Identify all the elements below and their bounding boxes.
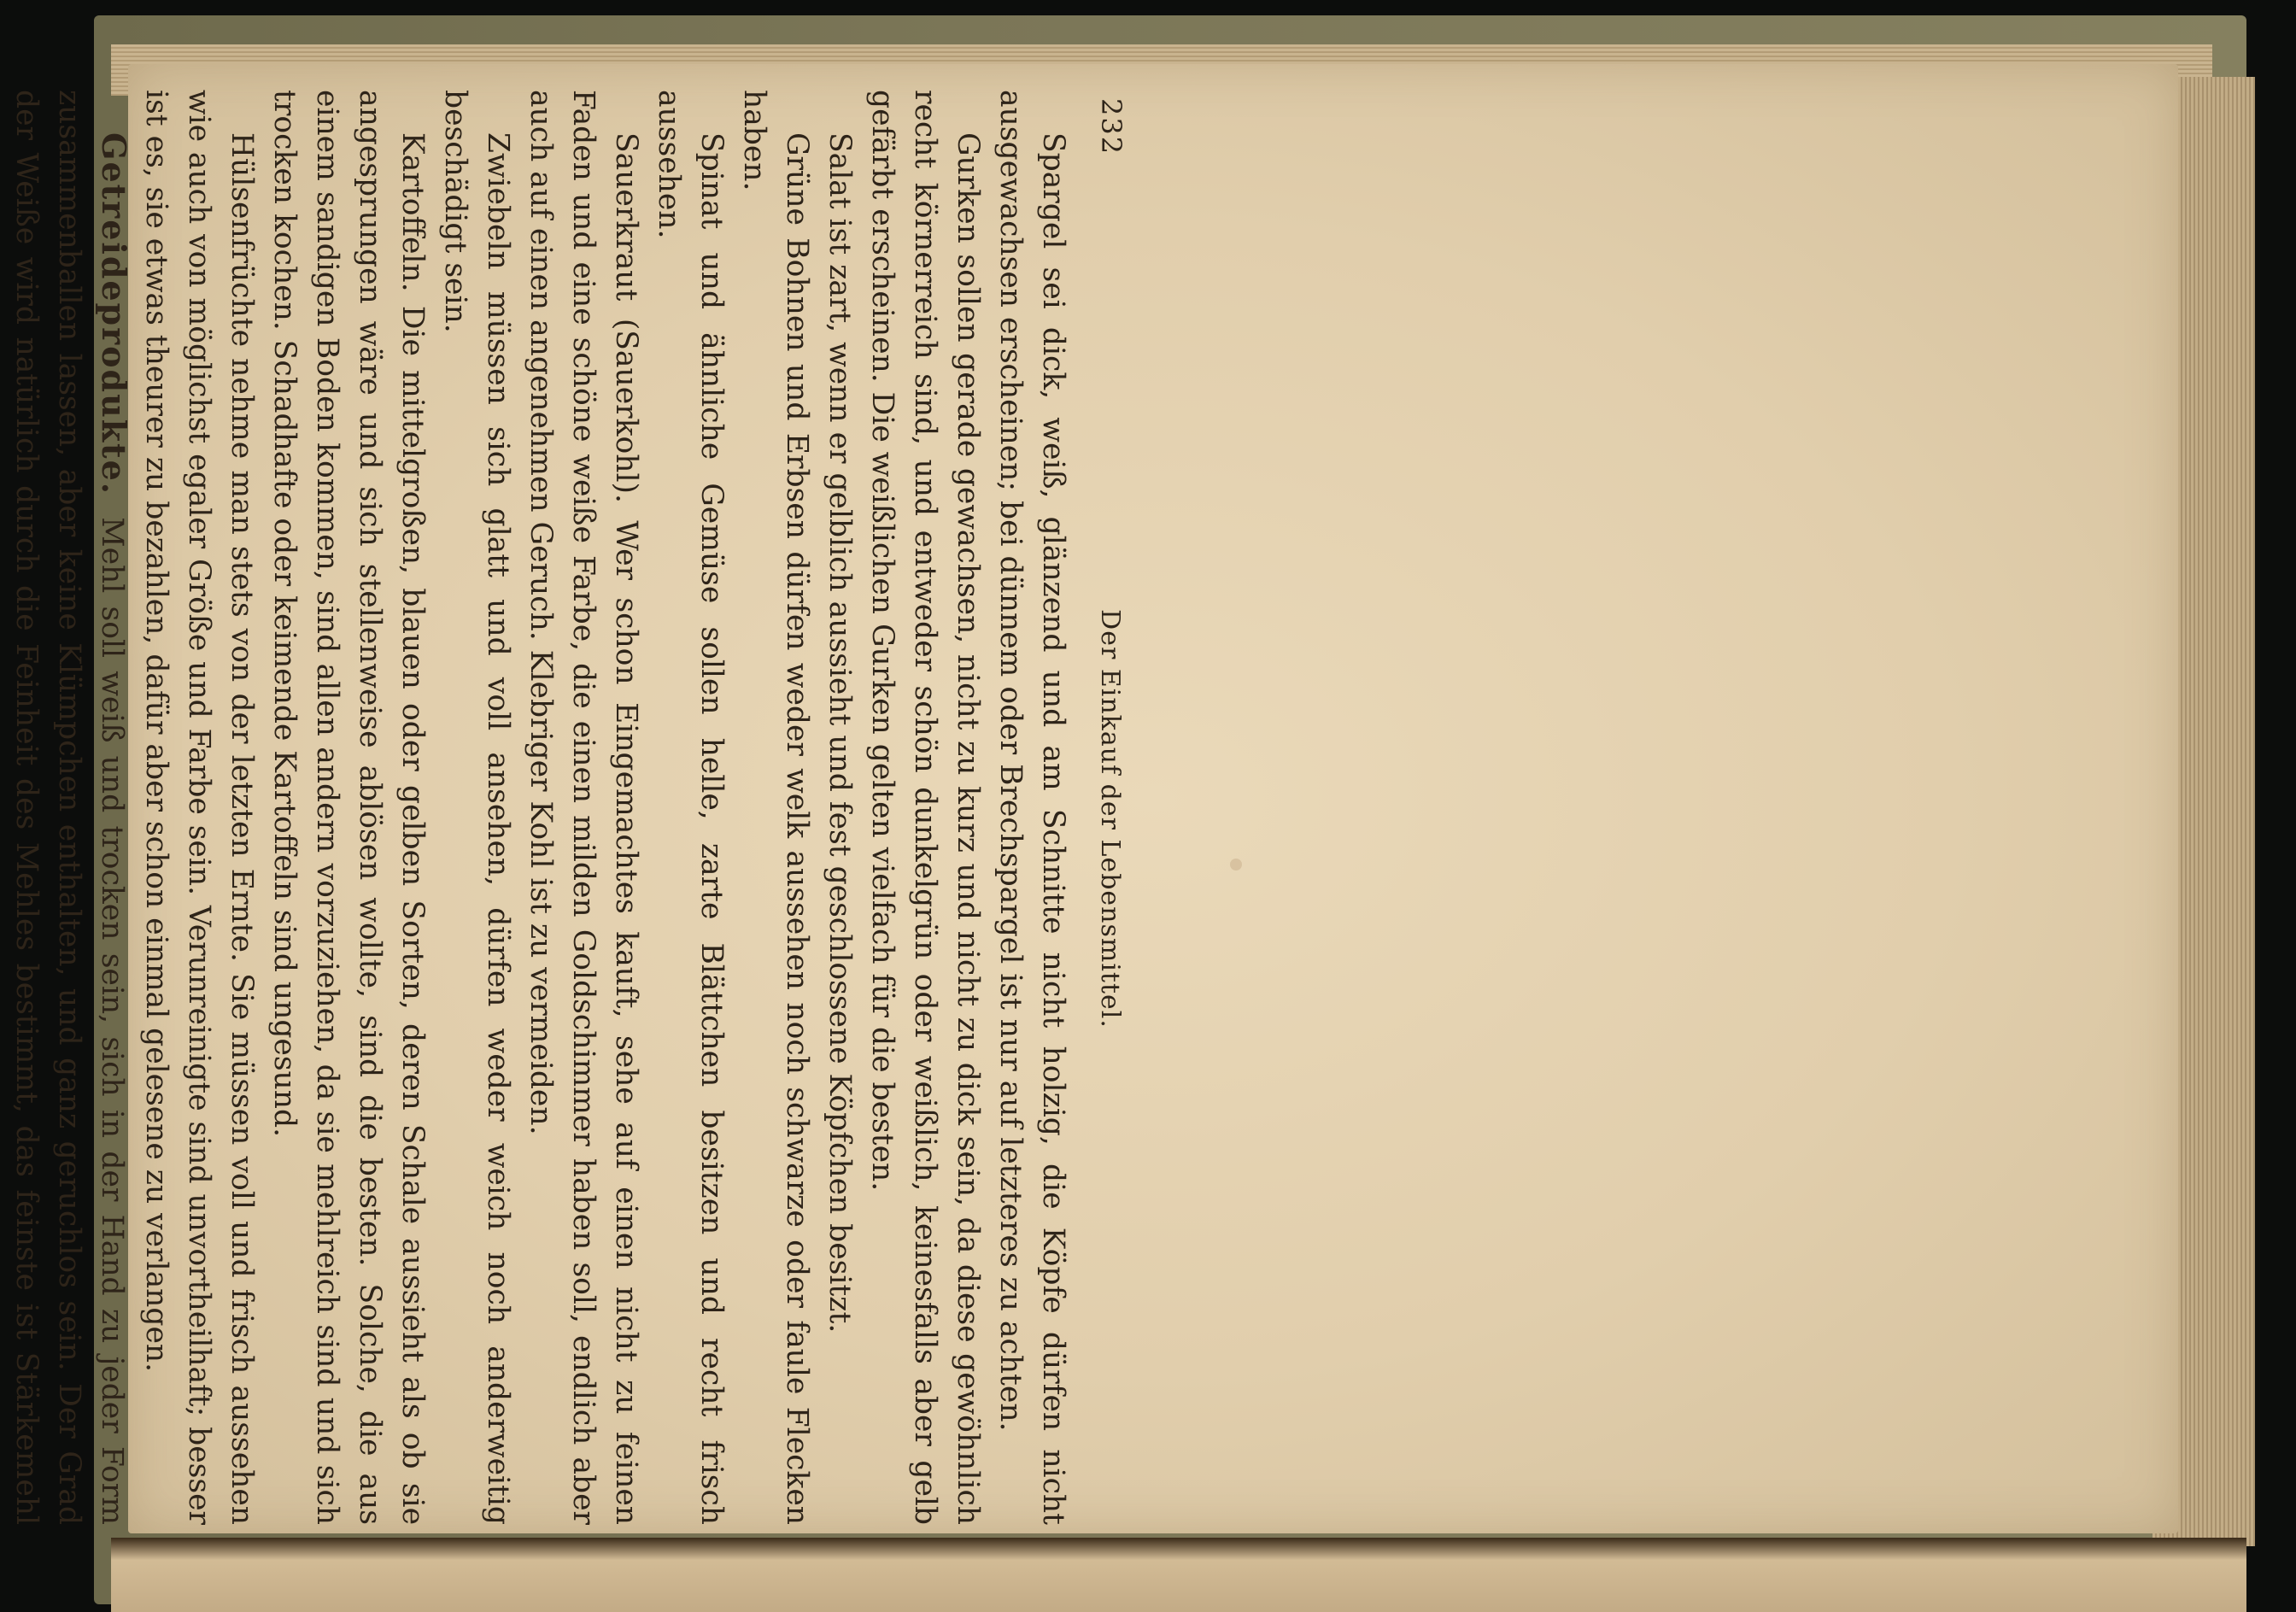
paragraph-huelsenfruechte: Hülsenfrüchte nehme man stets von der letzten Ernte. Sie müssen voll und frisch aussehen wie auch von möglichst egaler Größe und Farbe sein. Verunreinigte sind unvortheilhaft; besser ist es, sie etwas theurer zu bezahlen, dafür aber schon einmal gelesene zu verlangen. <box>139 90 259 1525</box>
paragraph-spargel: Spargel sei dick, weiß, glänzend und am Schnitte nicht holzig, die Köpfe dürfen nicht ausgewachsen erscheinen; bei dünnem oder Brechspargel ist nur auf letzteres zu achten. <box>993 90 1070 1525</box>
page-edge-bottom <box>111 1538 2246 1612</box>
paragraph-spinat: Spinat und ähnliche Gemüse sollen helle, zarte Blättchen besitzen und recht frisch aussehen. <box>652 90 729 1525</box>
page-number: 232 <box>1095 98 1128 156</box>
paragraph-mehl <box>0 90 135 1525</box>
running-head-title: Der Einkauf der Lebensmittel. <box>1095 609 1125 1029</box>
paragraph-salat: Salat ist zart, wenn er gelblich aussieht und fest geschlossene Köpfchen besitzt. <box>823 132 857 1334</box>
paragraph-sauerkraut: Sauerkraut (Sauerkohl). Wer schon Eingemachtes kauft, sehe auf einen nicht zu feinen Faden und eine schöne weiße Farbe, die einen milden Goldschimmer haben soll, endlich aber auch auf einen angenehmen Geruch. Klebriger Kohl ist zu vermeiden. <box>524 90 643 1525</box>
section-heading: Getreideprodukte. <box>95 132 133 495</box>
paragraph-gurken: Gurken sollen gerade gewachsen, nicht zu kurz und nicht zu dick sein, da diese gewöhnlich recht körnerreich sind, und entweder schön dunkelgrün oder weißlich, keinesfalls aber gelb gefärbt erscheinen. Die weißlichen Gurken gelten vielfach für die besten. <box>865 90 985 1525</box>
paragraph-zwiebeln: Zwiebeln müssen sich glatt und voll ansehen, dürfen weder weich noch anderweitig beschädigt sein. <box>438 90 515 1525</box>
paragraph-bohnen: Grüne Bohnen und Erbsen dürfen weder welk aussehen noch schwarze oder faule Flecken haben. <box>737 90 814 1525</box>
page-text-block <box>0 90 1128 1525</box>
section-first-paragraph: Mehl soll weiß und trocken sein, sich in der Hand zu jeder Form zusammenballen lassen, aber keine Klümpchen enthalten, und ganz geruchlos sein. Der Grad der Weiße wird natürlich durch die Feinheit des Mehles bestimmt, das feinste ist Stärkemehl <box>9 90 129 1525</box>
running-header <box>1095 90 1128 1525</box>
paragraph-kartoffeln: Kartoffeln. Die mittelgroßen, blauen oder gelben Sorten, deren Schale aussieht als ob sie angesprungen wäre und sich stellenweise ablösen wollte, sind die besten. Solche, die aus einem sandigen Boden kommen, sind allen andern vorzuziehen, da sie mehlreich sind und sich trocken kochen. Schadhafte oder keimende Kartoffeln sind ungesund. <box>267 90 430 1525</box>
paper-stain <box>1230 859 1242 870</box>
